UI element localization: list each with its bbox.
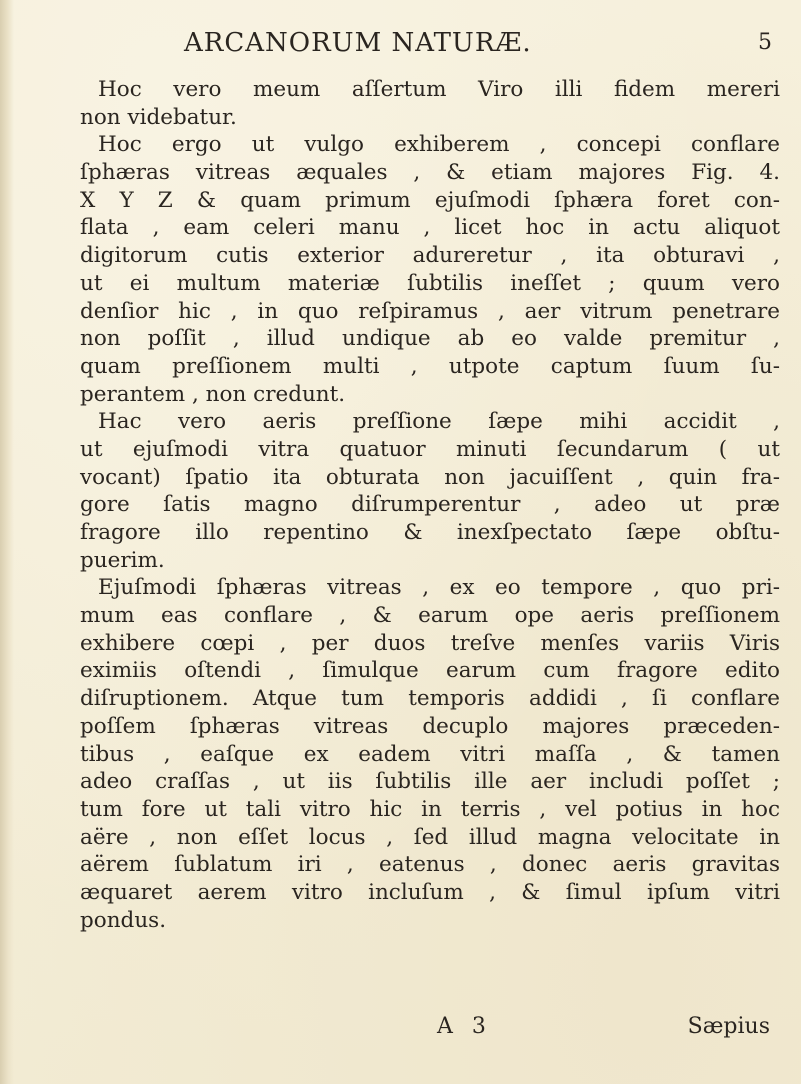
text-line: ut ejuſmodi vitra quatuor minuti ſecundarum ( ut xyxy=(80,436,780,462)
text-line: non poſſit , illud undique ab eo valde premitur , xyxy=(80,326,780,352)
text-line: poſſem ſphæras vitreas decuplo majores præceden- xyxy=(80,713,780,739)
text-line: fragore illo repentino & inexſpectato ſæpe obſtu- xyxy=(80,520,780,545)
text-line: Hoc ergo ut vulgo exhiberem , concepi conflare xyxy=(98,132,780,158)
text-line: exhibere cœpi , per duos treſve menſes variis Viris xyxy=(80,630,780,656)
text-line: aëre , non eſſet locus , ſed illud magna velocitate in xyxy=(80,824,780,850)
catchword: Sæpius xyxy=(687,1014,770,1039)
text-line: puerim. xyxy=(80,547,165,573)
text-line: diſruptionem. Atque tum temporis addidi , ſi conflare xyxy=(80,686,780,712)
text-line: quam preſſionem multi , utpote captum ſuum ſu- xyxy=(80,353,780,379)
text-line: pondus. xyxy=(80,907,167,933)
text-line: aërem ſublatum iri , eatenus , donec aeris gravitas xyxy=(80,852,780,878)
text-line: tibus , eaſque ex eadem vitri maſſa , & tamen xyxy=(80,741,780,767)
text-line: adeo craſſas , ut iis ſubtilis ille aer includi poſſet ; xyxy=(80,769,780,795)
page-footer xyxy=(80,1014,780,1044)
text-line: vocant) ſpatio ita obturata non jacuiſſent , quin fra- xyxy=(80,464,780,490)
text-line: eximiis oſtendi , ſimulque earum cum fragore edito xyxy=(80,658,780,684)
text-line: Ejuſmodi ſphæras vitreas , ex eo tempore , quo pri- xyxy=(98,575,780,601)
text-line: ut ei multum materiæ ſubtilis ineſſet ; quum vero xyxy=(80,270,780,296)
text-line: Hac vero aeris preſſione ſæpe mihi accidit , xyxy=(98,409,780,435)
text-line: denſior hic , in quo reſpiramus , aer vitrum penetrare xyxy=(80,298,780,324)
body-text xyxy=(80,76,780,934)
text-line: mum eas conflare , & earum ope aeris preſſionem xyxy=(80,603,780,629)
text-line: flata , eam celeri manu , licet hoc in actu aliquot xyxy=(80,215,780,241)
text-line: æquaret aerem vitro incluſum , & ſimul ipſum vitri xyxy=(80,879,780,905)
text-line: perantem , non credunt. xyxy=(80,381,346,407)
signature-mark: A 3 xyxy=(437,1014,492,1039)
text-line: tum fore ut tali vitro hic in terris , vel potius in hoc xyxy=(80,796,780,822)
text-line: gore ſatis magno diſrumperentur , adeo ut præ xyxy=(80,492,780,518)
running-title: ARCANORUM NATURÆ. xyxy=(184,28,532,58)
text-line: digitorum cutis exterior adureretur , ita obturavi , xyxy=(80,243,780,269)
text-line: X Y Z & quam primum ejuſmodi ſphæra foret con- xyxy=(80,187,780,213)
page-gutter-shadow xyxy=(0,0,14,1084)
text-line: non videbatur. xyxy=(80,104,237,130)
page-number: 5 xyxy=(758,30,772,55)
text-line: Hoc vero meum aſſertum Viro illi fidem mereri xyxy=(98,77,780,102)
page-header xyxy=(92,28,772,68)
text-line: ſphæras vitreas æquales , & etiam majores Fig. 4. xyxy=(80,160,780,186)
